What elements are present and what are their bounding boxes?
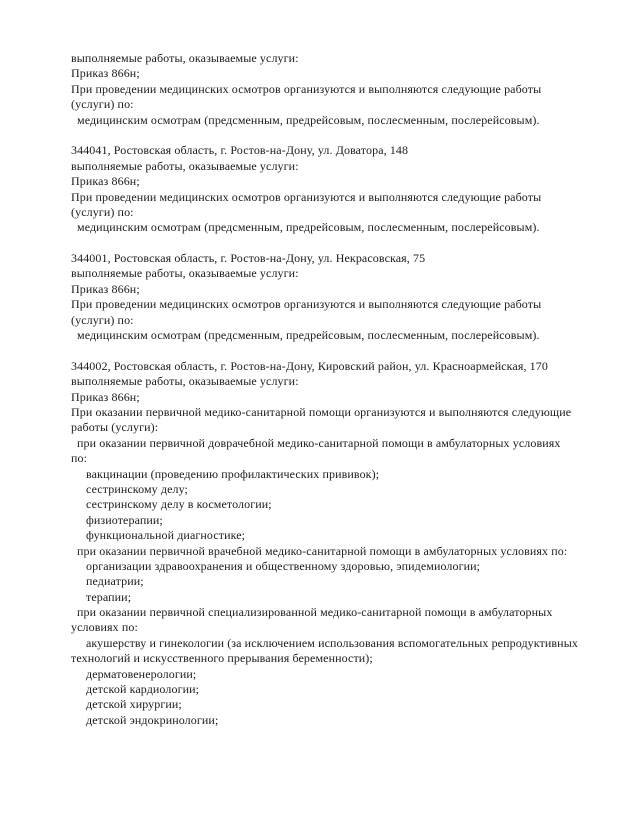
- text-line: при оказании первичной доврачебной медико-санитарной помощи в амбулаторных условиях: [77, 435, 561, 450]
- text-line: педиатрии;: [86, 574, 144, 589]
- text-line: медицинским осмотрам (предсменным, предрейсовым, послесменным, послерейсовым).: [77, 112, 540, 127]
- text-line: технологий и искусственного прерывания беременности);: [71, 651, 373, 666]
- text-line: выполняемые работы, оказываемые услуги:: [71, 374, 299, 389]
- text-line: детской хирургии;: [86, 697, 182, 712]
- text-line: акушерству и гинекологии (за исключением использования вспомогательных репродуктивных: [86, 635, 578, 650]
- blank-line: [71, 236, 590, 251]
- text-line: работы (услуги):: [71, 420, 159, 435]
- text-line: При оказании первичной медико-санитарной помощи организуются и выполняются следующие: [71, 404, 572, 419]
- text-line: выполняемые работы, оказываемые услуги:: [71, 158, 299, 173]
- text-line: 344041, Ростовская область, г. Ростов-на-Дону, ул. Доватора, 148: [71, 143, 409, 158]
- text-line: При проведении медицинских осмотров организуются и выполняются следующие работы: [71, 81, 542, 96]
- text-line: Приказ 866н;: [71, 389, 140, 404]
- text-line: физиотерапии;: [86, 512, 163, 527]
- text-line: Приказ 866н;: [71, 281, 140, 296]
- text-line: сестринскому делу;: [86, 481, 188, 496]
- text-line: детской кардиологии;: [86, 682, 200, 697]
- text-line: медицинским осмотрам (предсменным, предрейсовым, послесменным, послерейсовым).: [77, 328, 540, 343]
- text-line: 344001, Ростовская область, г. Ростов-на-Дону, ул. Некрасовская, 75: [71, 251, 426, 266]
- text-line: организации здравоохранения и общественному здоровью, эпидемиологии;: [86, 558, 481, 573]
- text-line: сестринскому делу в косметологии;: [86, 497, 272, 512]
- text-line: терапии;: [86, 589, 132, 604]
- text-line: по:: [71, 451, 88, 466]
- blank-line: [71, 343, 590, 358]
- text-line: (услуги) по:: [71, 312, 134, 327]
- text-line: функциональной диагностике;: [86, 528, 246, 543]
- text-line: (услуги) по:: [71, 204, 134, 219]
- text-line: (услуги) по:: [71, 97, 134, 112]
- text-line: детской эндокринологии;: [86, 712, 219, 727]
- text-line: при оказании первичной специализированной медико-санитарной помощи в амбулаторных: [77, 605, 553, 620]
- text-line: Приказ 866н;: [71, 66, 140, 81]
- text-line: выполняемые работы, оказываемые услуги:: [71, 51, 299, 65]
- text-line: При проведении медицинских осмотров организуются и выполняются следующие работы: [71, 297, 542, 312]
- text-line: условиях по:: [71, 620, 138, 635]
- text-line: медицинским осмотрам (предсменным, предрейсовым, послесменным, послерейсовым).: [77, 220, 540, 235]
- text-line: 344002, Ростовская область, г. Ростов-на-Дону, Кировский район, ул. Красноармейская, 170: [71, 358, 548, 373]
- text-line: вакцинации (проведению профилактических прививок);: [86, 466, 380, 481]
- text-line: при оказании первичной врачебной медико-санитарной помощи в амбулаторных условиях по:: [77, 543, 568, 558]
- blank-line: [71, 128, 590, 143]
- text-line: Приказ 866н;: [71, 174, 140, 189]
- text-line: дерматовенерологии;: [86, 666, 197, 681]
- text-line: При проведении медицинских осмотров организуются и выполняются следующие работы: [71, 189, 542, 204]
- text-line: выполняемые работы, оказываемые услуги:: [71, 266, 299, 281]
